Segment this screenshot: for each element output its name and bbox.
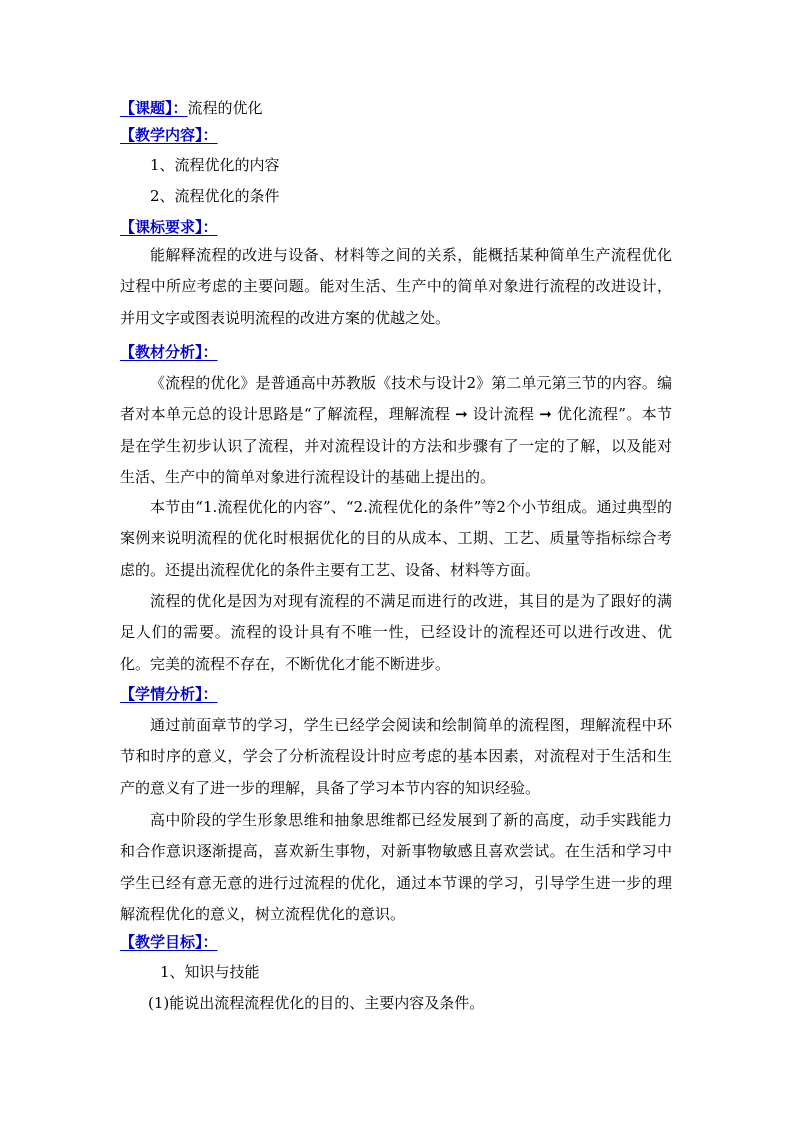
standards-heading bbox=[120, 217, 218, 237]
students-label: 【学情分析】： bbox=[120, 685, 218, 703]
standards-paragraph: 能解释流程的改进与设备、材料等之间的关系，能概括某种简单生产流程优化过程中所应考虑的主要问题。能对生活、生产中的简单对象进行流程的改进设计，并用文字或图表说明流程的改进方案的优越之处。 bbox=[120, 246, 672, 327]
objectives-item-1: 1、知识与技能 bbox=[160, 963, 260, 981]
students-paragraph-2: 高中阶段的学生形象思维和抽象思维都已经发展到了新的高度，动手实践能力和合作意识逐渐提高，喜欢新生事物，对新事物敏感且喜欢尝试。在生活和学习中学生已经有意无意的进行过流程的优化，通过本节课的学习，引导学生进一步的理解流程优化的意义，树立流程优化的意识。 bbox=[120, 811, 672, 923]
objectives-label: 【教学目标】： bbox=[120, 933, 218, 951]
objectives-sub-1: (1)能说出流程流程优化的目的、主要内容及条件。 bbox=[148, 994, 485, 1012]
content-label: 【教学内容】： bbox=[120, 126, 218, 144]
textbook-paragraph-1: 《流程的优化》是普通高中苏教版《技术与设计2》第二单元第三节的内容。编者对本单元总的设计思路是“了解流程，理解流程 ➞ 设计流程 ➞ 优化流程”。本节是在学生初步认识了流程，并对流程设计的方法和步骤有了一定的了解，以及能对生活、生产中的简单对象进行流程设计的基础上提出的。 bbox=[120, 374, 672, 486]
standards-label: 【课标要求】： bbox=[120, 218, 218, 236]
content-heading bbox=[120, 125, 218, 145]
textbook-label: 【教材分析】： bbox=[120, 343, 218, 361]
content-item-1: 1、流程优化的内容 bbox=[150, 156, 280, 174]
objectives-heading bbox=[120, 932, 218, 952]
content-item-2: 2、流程优化的条件 bbox=[150, 187, 280, 205]
textbook-heading bbox=[120, 342, 218, 362]
students-paragraph-1: 通过前面章节的学习，学生已经学会阅读和绘制简单的流程图，理解流程中环节和时序的意义，学会了分析流程设计时应考虑的基本因素，对流程对于生活和生产的意义有了进一步的理解，具备了学习本节内容的知识经验。 bbox=[120, 716, 672, 797]
topic-label: 【课题】： bbox=[120, 99, 188, 117]
textbook-paragraph-3: 流程的优化是因为对现有流程的不满足而进行的改进，其目的是为了跟好的满足人们的需要。流程的设计具有不唯一性，已经设计的流程还可以进行改进、优化。完美的流程不存在，不断优化才能不断进步。 bbox=[120, 592, 672, 673]
textbook-paragraph-2: 本节由“1.流程优化的内容”、“2.流程优化的条件”等2个小节组成。通过典型的案例来说明流程的优化时根据优化的目的从成本、工期、工艺、质量等指标综合考虑的。还提出流程优化的条件主要有工艺、设备、材料等方面。 bbox=[120, 498, 672, 579]
topic-title: 流程的优化 bbox=[187, 99, 263, 117]
students-heading bbox=[120, 684, 218, 704]
topic-heading bbox=[120, 98, 263, 118]
